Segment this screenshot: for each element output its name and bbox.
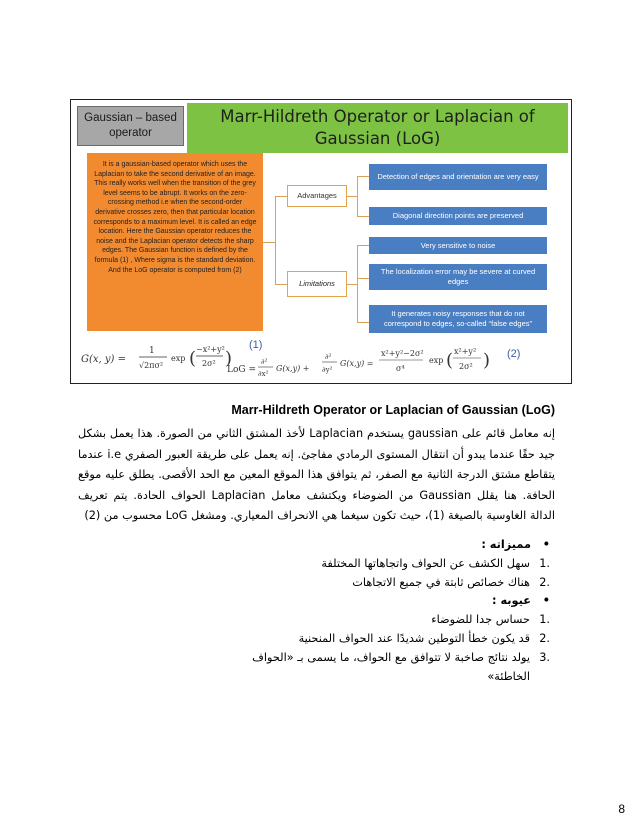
bullet-icon: • [530,594,550,607]
arabic-paragraph: إنه معامل قائم على gaussian يستخدم Laplacian لأخذ المشتق الثاني من الصورة. هذا يعمل بشكل جيد حقًا عندما يبدو أن انتقال المستوى الرمادي مفاجئ. إنه يعمل على طريقة العبور الصفري i.e عندما يتقاطع مشتق الدرجة الثانية مع الصفر، ثم يتوافق هذا الموقع المعين مع الحد الأقصى. يطلق عليه موقع الحافة. هنا يقلل Gaussian من الضوضاء ويكتشف معامل Laplacian الحواف الحادة. يتم تعريف الدالة الغاوسية بالصيغة (1)، حيث تكون سيغما هي الانحراف المعياري. ومشغل LoG محسوب من (2) [78,427,556,522]
list-item: 2. قد يكون خطأ التوطين شديدًا عند الحواف المنحنية [298,632,550,645]
formula-term: 1 [149,346,155,356]
connector [357,278,369,279]
formula-term: ∂y² [322,366,333,374]
connector [275,196,276,284]
limitation-item: The localization error may be severe at curved edges [369,264,547,290]
formula-strip [71,332,571,382]
formula-term: G(x,y) + [276,364,310,373]
list-item: 1. حساس جدا للضوضاء [431,613,550,626]
connector [347,196,357,197]
formula-term: 2σ² [202,359,216,368]
connector [275,284,287,285]
slide-image [70,99,572,384]
list-item: 2. هناك خصائص ثابتة في جميع الاتجاهات [352,576,550,589]
formula-term: ( [189,348,197,369]
category-box: Gaussian – based operator [77,106,184,146]
connector [357,216,369,217]
connector [347,284,357,285]
formula-term: ∂² [261,358,268,366]
list-item: 3. يولد نتائج صاخبة لا تتوافق مع الحواف، ما يسمى بـ «الحواف الخاطئة» [252,651,550,683]
advantages-node: Advantages [287,185,347,207]
advantages-heading: • مميزاته : [481,538,550,551]
formula2-number: (2) [507,348,521,360]
description-box: It is a gaussian-based operator which uses the Laplacian to take the second derivative of an image. This really works well when the transition of the grey level seems to be abrupt. It works on the zero-crossing method i.e when the second-order derivative crosses zero, then that particular location corresponds to a maximum level. It is called an edge location. Here the Gaussian operator reduces the noise and the Laplacian operator detects the sharp edges. The Gaussian function is defined by the formula (1) , Where sigma is the standard deviation. And the LoG operator is computed from (2) [87,153,263,331]
connector [275,196,287,197]
formula-term: ( [446,350,454,371]
list-item: 1. سهل الكشف عن الحواف واتجاهاتها المختلفة [321,557,550,570]
advantage-item: Detection of edges and orientation are very easy [369,164,547,190]
bullet-icon: • [530,538,550,551]
connector [357,176,358,216]
formula-term: ) [483,350,491,371]
disadvantages-heading: • عيوبه : [492,594,550,607]
connector [357,245,358,322]
formula1-lhs: G(x, y) = [81,354,126,365]
formula-term: G(x,y) = [340,359,374,368]
connector [263,242,275,243]
formula-term: x²+y² [454,347,477,356]
limitation-item: Very sensitive to noise [369,237,547,254]
limitations-node: Limitations [287,271,347,297]
formula-term: x²+y²−2σ² [381,349,424,358]
formula-term: ∂x² [258,370,269,378]
document-title: Marr-Hildreth Operator or Laplacian of Gaussian (LoG) [231,403,555,417]
advantages-section [70,535,550,592]
connector [357,176,369,177]
limitation-item: It generates noisy responses that do not correspond to edges, so-called “false edges” [369,305,547,333]
formula-term: ) [225,348,233,369]
formula-graphics [71,332,571,382]
formula-term: ∂² [325,353,332,361]
formula2-lhs: LoG = [227,365,256,375]
connector [357,245,369,246]
formula-term: −x²+y² [196,345,225,354]
advantage-item: Diagonal direction points are preserved [369,207,547,225]
formula-term: 2σ² [459,362,473,371]
formula-term: √2πσ² [139,361,164,370]
formula1-number: (1) [249,339,263,351]
formula-term: exp [429,356,444,365]
connector [357,322,369,323]
page-number: 8 [618,802,625,816]
formula-term: σ⁴ [396,364,405,373]
disadvantages-section [70,591,550,686]
formula-term: exp [171,354,186,363]
slide-title: Marr-Hildreth Operator or Laplacian of Gaussian (LoG) [187,103,568,153]
